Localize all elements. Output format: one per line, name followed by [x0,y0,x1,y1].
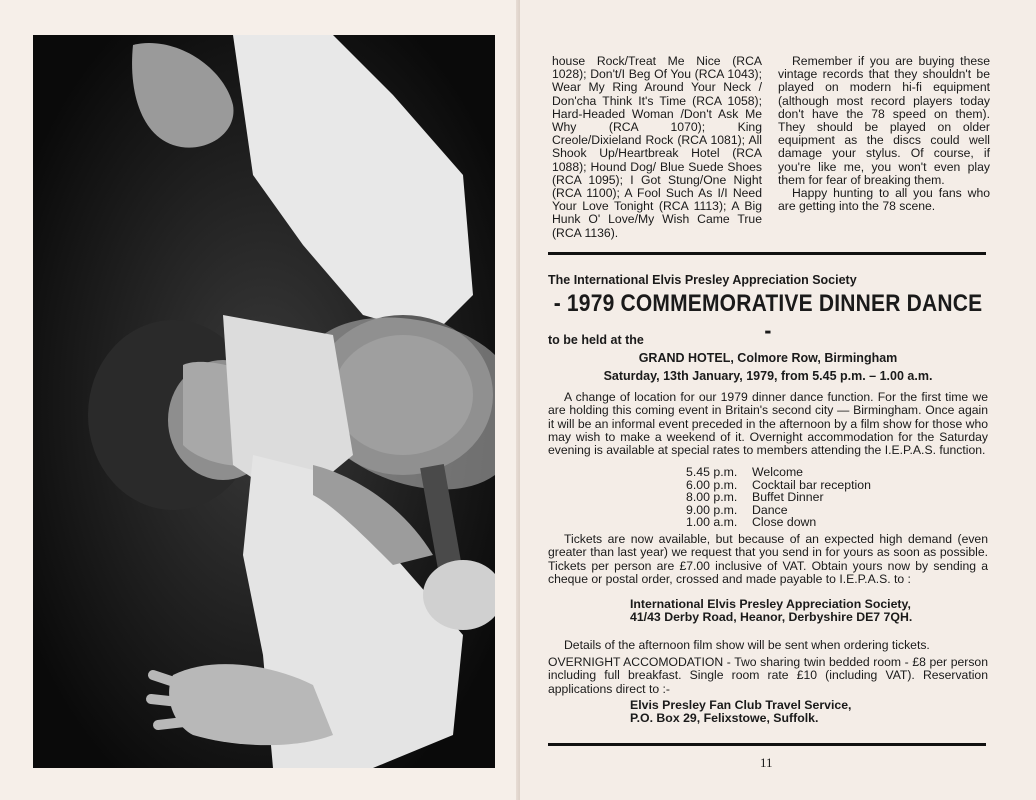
date-line: Saturday, 13th January, 1979, from 5.45 p.m. – 1.00 a.m. [603,369,933,383]
society-address [630,598,912,624]
happy-hunting-paragraph: Happy hunting to all you fans who are getting into the 78 scene. [778,186,990,214]
schedule-row [686,516,871,529]
travel-service-address [630,699,851,725]
held-at-label: to be held at the [548,333,644,347]
schedule-event: Close down [752,515,817,530]
elvis-photo [33,35,495,768]
address-line: Elvis Presley Fan Club Travel Service, [630,698,852,712]
records-list-text: house Rock/Treat Me Nice (RCA 1028); Don't/I Beg Of You (RCA 1043); Wear My Ring Around Your Neck / Don'cha Think It's Time (RCA 1058); Hard-Headed Woman /Don't Ask Me Why (RCA 1070); King Creole/Dixieland Rock (RCA 1081); All Shook Up/Heartbreak Hotel (RCA 1088); Hound Dog/ Blue Suede Shoes (RCA 1095); I Got Stung/One Night (RCA 1100); A Fool Such As I/I Need Your Love Tonight (RCA 1113); A Big Hunk O' Love/My Wish Came True (RCA 1136). [552,54,762,240]
advice-column [778,55,990,213]
performer-image [33,35,495,768]
schedule-event: Cocktail bar reception [752,477,871,492]
remember-paragraph: Remember if you are buying these vintage records that they shouldn't be played on modern hi-fi equipment (although most record players today don't have the 78 speed on them). They should be played on older equipment as the discs could well damage your stylus. Of course, if you're like me, you won't even play them for fear of breaking them. [778,54,990,187]
schedule-row [686,491,871,504]
schedule-event: Buffet Dinner [752,490,824,505]
schedule-time: 6.00 p.m. [686,477,738,492]
schedule-event: Welcome [752,465,804,479]
schedule-time: 8.00 p.m. [686,490,738,505]
overnight-paragraph: OVERNIGHT ACCOMODATION - Two sharing twin bedded room - £8 per person including full breakfast. Single room rate £10 (including VAT). Reservation applications direct to :- [548,655,988,696]
film-show-paragraph: Details of the afternoon film show will be sent when ordering tickets. [564,638,930,652]
society-name: The International Elvis Presley Appreciation Society [548,273,857,287]
tickets-paragraph: Tickets are now available, but because of an expected high demand (even greater than last year) we request that you send in for yours as soon as possible. Tickets per person are £7.00 inclusive of VAT. Obtain yours now by sending a cheque or postal order, crossed and made payable to I.E.P.A.S. to : [548,532,988,586]
divider-top [548,252,986,255]
schedule-time: 5.45 p.m. [686,465,738,479]
page-number: 11 [760,755,773,770]
event-schedule [686,466,871,529]
schedule-row [686,466,871,479]
address-line: P.O. Box 29, Felixstowe, Suffolk. [630,711,819,725]
divider-bottom [548,743,986,746]
venue-line: GRAND HOTEL, Colmore Row, Birmingham [638,351,898,365]
schedule-event: Dance [752,502,788,517]
address-line: 41/43 Derby Road, Heanor, Derbyshire DE7 7QH. [630,610,913,624]
intro-paragraph: A change of location for our 1979 dinner dance function. For the first time we are holding this coming event in Britain's second city — Birmingham. Once again it will be an informal event preceded in the afternoon by a film show for those who may wish to make a weekend of it. Overnight accommodation for the Saturday evening is available at special rates to members attending the I.E.P.A.S. function. [548,390,988,458]
records-column [552,55,762,240]
schedule-time: 9.00 p.m. [686,502,738,517]
event-headline: - 1979 COMMEMORATIVE DINNER DANCE - [553,290,983,345]
address-line: International Elvis Presley Appreciation Society, [630,597,911,611]
schedule-time: 1.00 a.m. [686,515,738,530]
